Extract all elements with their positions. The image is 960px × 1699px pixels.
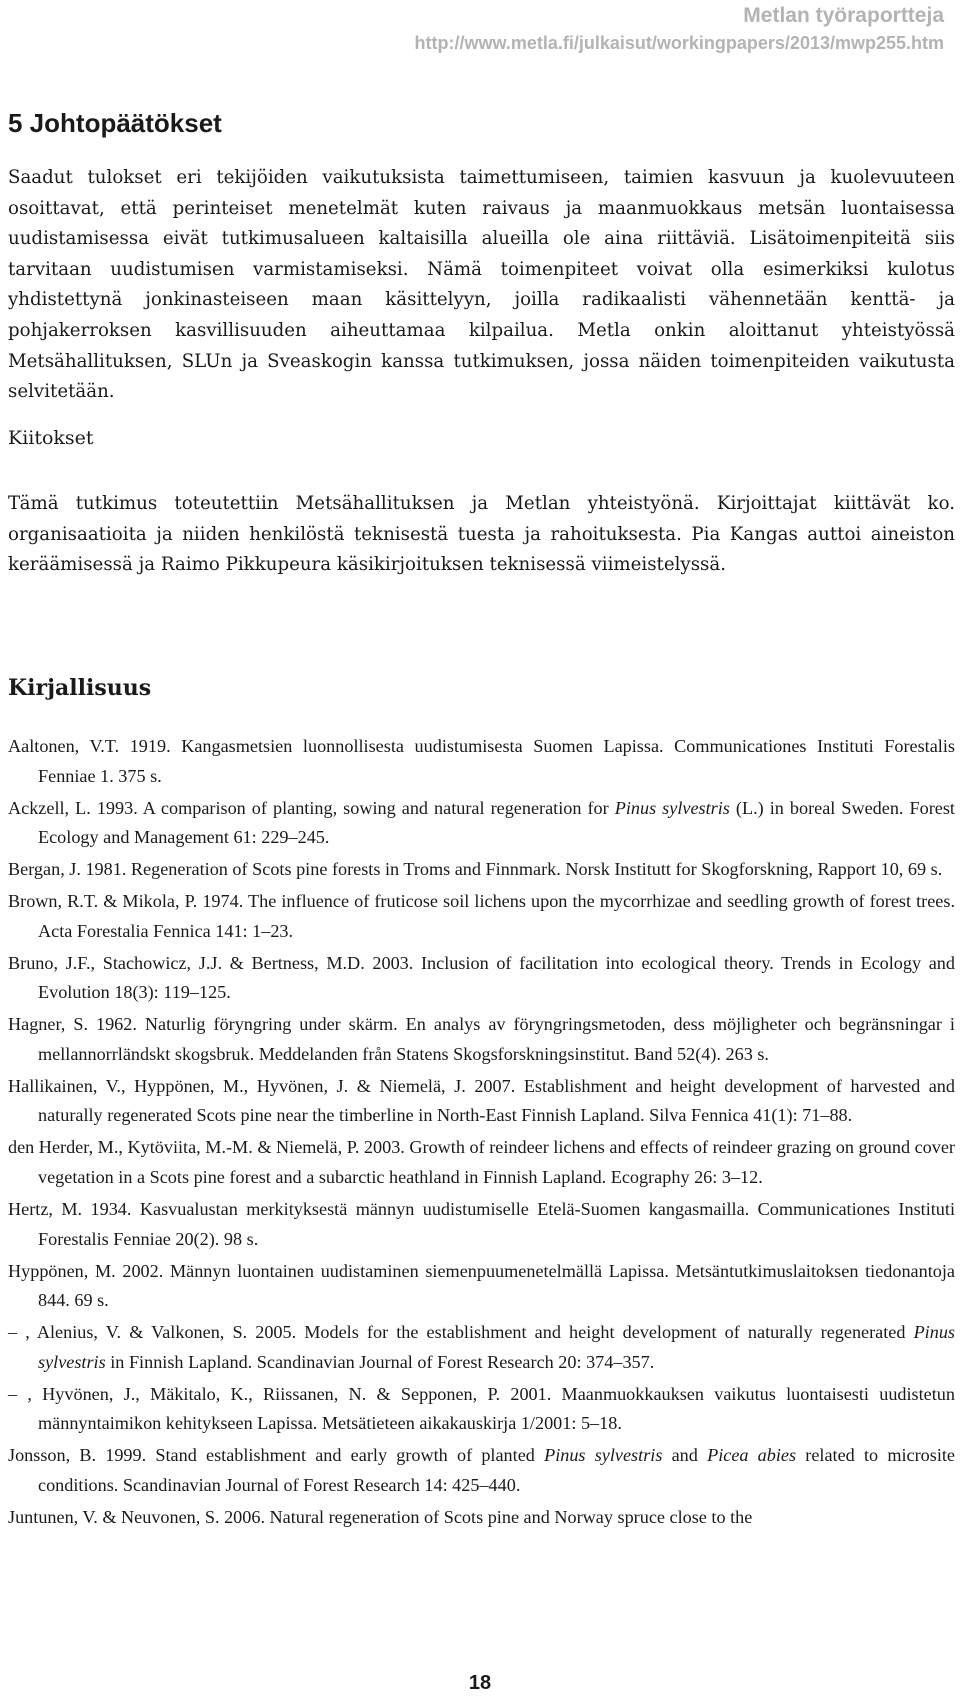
reference-list [8, 732, 955, 1535]
section-title: 5 Johtopäätökset [8, 108, 222, 138]
series-title: Metlan työraportteja [743, 4, 944, 27]
references-title: Kirjallisuus [8, 675, 152, 701]
reference-text: Hagner, S. 1962. Naturlig föryngring under skärm. En analys av föryngringsmetoden, dess möjligheter och begränsningar i mellannorrländskt skogsbruk. Meddelanden från Statens Skogsforskningsinstitut. Band 52(4). 263 s. [8, 1014, 955, 1064]
reference-item [8, 1380, 955, 1439]
page-number: 18 [468, 1672, 492, 1694]
reference-text: – , Hyvönen, J., Mäkitalo, K., Riissanen, N. & Sepponen, P. 2001. Maanmuokkauksen vaikutus luontaisesti uudistetun männyntaimikon kehitykseen Lapissa. Metsätieteen aikakauskirja 1/2001: 5–18. [8, 1383, 955, 1434]
reference-text: Hertz, M. 1934. Kasvualustan merkityksestä männyn uudistumiselle Etelä-Suomen kangasmailla. Communicationes Instituti Forestalis Fenniae 20(2). 98 s. [8, 1199, 955, 1249]
reference-text: Hyppönen, M. 2002. Männyn luontainen uudistaminen siemenpuumenetelmällä Lapissa. Metsäntutkimuslaitoksen tiedonantoja 844. 69 s. [8, 1260, 955, 1311]
reference-text: Jonsson, B. 1999. Stand establishment and early growth of planted [8, 1445, 545, 1466]
reference-text: Bergan, J. 1981. Regeneration of Scots pine forests in Troms and Finnmark. Norsk Institutt for Skogforskning, Rapport 10, 69 s. [8, 859, 943, 880]
reference-text: Brown, R.T. & Mikola, P. 1974. The influence of fruticose soil lichens upon the mycorrhizae and seedling growth of forest trees. Acta Forestalia Fennica 141: 1–23. [8, 891, 955, 941]
reference-text: and [662, 1445, 708, 1466]
reference-text: den Herder, M., Kytöviita, M.-M. & Niemelä, P. 2003. Growth of reindeer lichens and effects of reindeer grazing on ground cover vegetation in a Scots pine forest and a subarctic heathland in Finnish Lapland. Ecography 26: 3–12. [8, 1137, 955, 1188]
reference-item [8, 1195, 955, 1254]
reference-italic: Picea abies [707, 1445, 797, 1466]
reference-text: – , Alenius, V. & Valkonen, S. 2005. Models for the establishment and height development of naturally regenerated [8, 1322, 914, 1343]
acknowledgements-paragraph: Tämä tutkimus toteutettiin Metsähallituksen ja Metlan yhteistyönä. Kirjoittajat kiittävät ko. organisaatioita ja niiden henkilöstä teknisestä tuesta ja rahoituksesta. Pia Kangas auttoi aineiston keräämisessä ja Raimo Pikkupeura käsikirjoituksen teknisessä viimeistelyssä. [8, 493, 955, 576]
reference-item [8, 887, 955, 946]
reference-item [8, 1318, 955, 1377]
reference-item [8, 949, 955, 1008]
reference-item [8, 1133, 955, 1192]
reference-text: Aaltonen, V.T. 1919. Kangasmetsien luonnollisesta uudistumisesta Suomen Lapissa. Communicationes Instituti Forestalis Fenniae 1. 375 s. [8, 736, 955, 786]
reference-text: (L.) in boreal Sweden. Forest Ecology and Management 61: 229–245. [38, 797, 955, 848]
reference-italic: Pinus sylvestris [544, 1445, 663, 1466]
reference-item [8, 794, 955, 853]
series-url[interactable]: http://www.metla.fi/julkaisut/workingpapers/2013/mwp255.htm [414, 33, 944, 53]
reference-text: Ackzell, L. 1993. A comparison of planting, sowing and natural regeneration for [8, 797, 615, 818]
reference-item [8, 1441, 955, 1500]
reference-text: Juntunen, V. & Neuvonen, S. 2006. Natural regeneration of Scots pine and Norway spruce close to the [8, 1506, 753, 1527]
reference-item [8, 1257, 955, 1316]
reference-item [8, 1072, 955, 1131]
reference-text: Bruno, J.F., Stachowicz, J.J. & Bertness, M.D. 2003. Inclusion of facilitation into ecological theory. Trends in Ecology and Evolution 18(3): 119–125. [8, 952, 955, 1003]
reference-text: Hallikainen, V., Hyppönen, M., Hyvönen, J. & Niemelä, J. 2007. Establishment and height development of harvested and naturally regenerated Scots pine near the timberline in North-East Finnish Lapland. Silva Fennica 41(1): 71–88. [8, 1075, 955, 1126]
reference-item [8, 855, 955, 885]
reference-italic: Pinus sylvestris [614, 797, 730, 818]
reference-text: in Finnish Lapland. Scandinavian Journal of Forest Research 20: 374–357. [105, 1351, 655, 1372]
reference-item [8, 1503, 955, 1533]
reference-item [8, 732, 955, 791]
reference-item [8, 1010, 955, 1069]
conclusions-paragraph: Saadut tulokset eri tekijöiden vaikutuksista taimettumiseen, taimien kasvuun ja kuolevuuteen osoittavat, että perinteiset menetelmät kuten raivaus ja maanmuokkaus metsän luontaisessa uudistamisessa eivät tutkimusalueen kaltaisilla alueilla ole aina riittäviä. Lisätoimenpiteitä siis tarvitaan uudistumisen varmistamiseksi. Nämä toimenpiteet voivat olla esimerkiksi kulotus yhdistettynä jonkinasteiseen maan käsittelyyn, joilla radikaalisti vähennetään kenttä- ja pohjakerroksen kasvillisuuden aiheuttamaa kilpailua. Metla onkin aloittanut yhteistyössä Metsähallituksen, SLUn ja Sveaskogin kanssa tutkimuksen, jossa näiden toimenpiteiden vaikutusta selvitetään. [8, 167, 955, 403]
reference-text: related to microsite conditions. Scandinavian Journal of Forest Research 14: 425–440. [38, 1445, 955, 1495]
page-header [415, 2, 944, 56]
reference-italic: Pinus sylvestris [38, 1322, 955, 1372]
acknowledgements-title: Kiitokset [8, 427, 94, 449]
